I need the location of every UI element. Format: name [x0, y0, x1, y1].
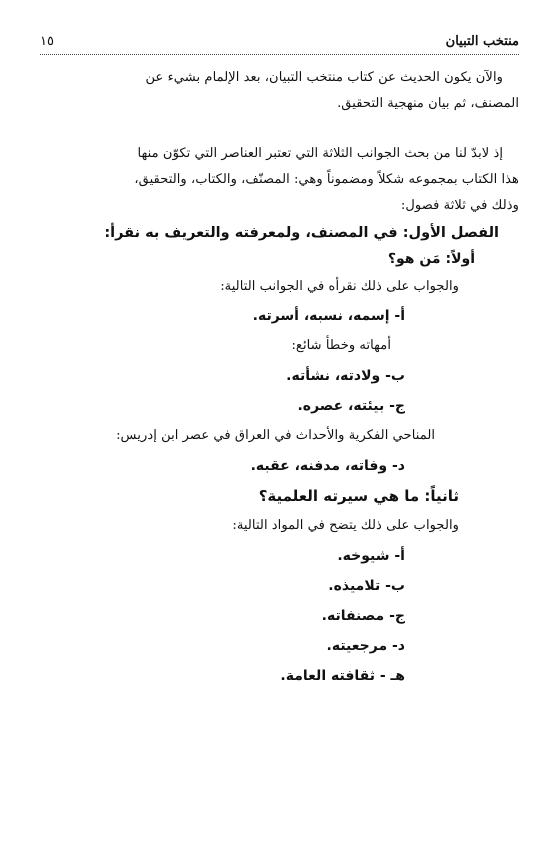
answer-intro: والجواب على ذلك نقرأه في الجوانب التالية: [220, 279, 459, 294]
list-item: د- مرجعيته. [326, 638, 405, 654]
paragraph-line: المصنف، ثم بيان منهجية التحقيق. [337, 96, 519, 111]
list-item: ج- مصنفاته. [321, 608, 405, 624]
paragraph-line: والآن يكون الحديث عن كتاب منتخب التبيان، بعد الإلمام بشيء عن [145, 70, 503, 85]
topic-item: د- وفاته، مدفنه، عقبه. [250, 458, 405, 474]
subtopic-note: المناحي الفكرية والأحداث في العراق في عصر ابن إدريس: [116, 428, 435, 443]
answer-intro: والجواب على ذلك يتضح في المواد التالية: [232, 518, 459, 533]
list-item: ب- تلاميذه. [328, 578, 405, 594]
running-title: منتخب التبيان [443, 34, 519, 49]
list-item: أ- شيوخه. [337, 548, 405, 564]
chapter-heading: الفصل الأول: في المصنف، ولمعرفته والتعريف به نقرأ: [104, 225, 499, 241]
paragraph-line: إذ لابدّ لنا من بحث الجوانب الثلاثة التي تعتبر العناصر التي تكوّن منها [137, 146, 503, 161]
topic-item: ج- بيئته، عصره. [297, 398, 405, 414]
list-item: هـ - ثقافته العامة. [280, 668, 405, 684]
paragraph-line: وذلك في ثلاثة فصول: [400, 198, 519, 213]
topic-item: أ- إسمه، نسبه، أسرته. [252, 308, 405, 324]
paragraph-line: هذا الكتاب بمجموعه شكلاً ومضموناً وهي: المصنّف، والكتاب، والتحقيق، [134, 172, 519, 187]
page-header [40, 34, 519, 55]
topic-item: ب- ولادته، نشأته. [286, 368, 405, 384]
section-heading: أولاً: مَن هو؟ [387, 251, 475, 267]
subtopic-note: أمهاته وخطأ شائع: [291, 338, 391, 353]
page-number: ١٥ [40, 34, 57, 49]
section-heading: ثانياً: ما هي سيرته العلمية؟ [258, 487, 459, 505]
